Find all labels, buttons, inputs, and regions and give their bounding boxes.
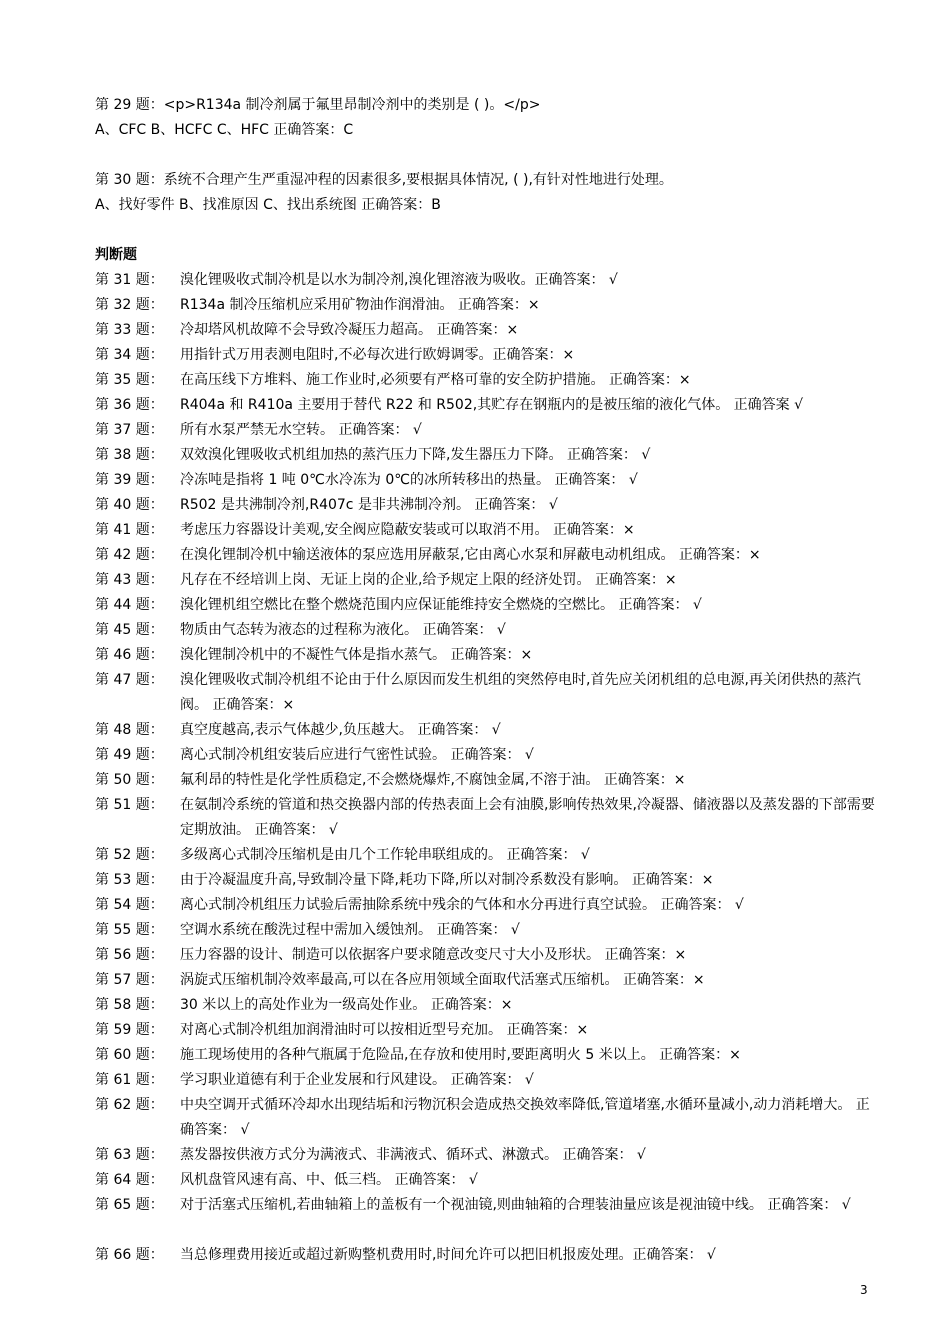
question-text: R134a 制冷压缩机应采用矿物油作润滑油。 正确答案：×	[180, 297, 540, 313]
question-label: 第 30 题：	[95, 172, 164, 188]
question-label: 第 31 题：	[95, 272, 164, 288]
question-label: 第 59 题：	[95, 1022, 164, 1038]
judgment-question	[95, 1018, 875, 1043]
question-text: 溴化锂制冷机中的不凝性气体是指水蒸气。 正确答案：×	[180, 647, 533, 663]
question-label: 第 55 题：	[95, 922, 164, 938]
judgment-question	[95, 343, 875, 368]
question-label: 第 57 题：	[95, 972, 164, 988]
question-text: 在高压线下方堆料、施工作业时,必须要有严格可靠的安全防护措施。 正确答案：×	[180, 372, 691, 388]
judgment-question	[95, 1143, 875, 1168]
question-label: 第 47 题：	[95, 672, 164, 688]
question-text: 蒸发器按供液方式分为满液式、非满液式、循环式、淋激式。 正确答案： √	[180, 1147, 646, 1163]
question-text: 风机盘管风速有高、中、低三档。 正确答案： √	[180, 1172, 478, 1188]
judgment-question	[95, 1243, 875, 1268]
question-29	[95, 96, 540, 114]
question-text: 离心式制冷机组压力试验后需抽除系统中残余的气体和水分再进行真空试验。 正确答案： √	[180, 897, 744, 913]
judgment-question	[95, 668, 875, 717]
question-text: 溴化锂吸收式制冷机组不论由于什么原因而发生机组的突然停电时,首先应关闭机组的总电源,再关闭供热的蒸汽阀。 正确答案：×	[180, 672, 861, 713]
question-text: 对离心式制冷机组加润滑油时可以按相近型号充加。 正确答案：×	[180, 1022, 589, 1038]
question-label: 第 35 题：	[95, 372, 164, 388]
question-label: 第 36 题：	[95, 397, 164, 413]
page-number: 3	[860, 1283, 868, 1297]
question-text: 系统不合理产生严重湿冲程的因素很多,要根据具体情况, ( ),有针对性地进行处理。	[163, 172, 673, 188]
judgment-question	[95, 943, 875, 968]
question-text: 物质由气态转为液态的过程称为液化。 正确答案： √	[180, 622, 506, 638]
question-text: 氟利昂的特性是化学性质稳定,不会燃烧爆炸,不腐蚀金属,不溶于油。 正确答案：×	[180, 772, 686, 788]
question-text: 30 米以上的高处作业为一级高处作业。 正确答案：×	[180, 997, 513, 1013]
judgment-question	[95, 443, 875, 468]
judgment-question	[95, 743, 875, 768]
question-text: 所有水泵严禁无水空转。 正确答案： √	[180, 422, 422, 438]
question-label: 第 37 题：	[95, 422, 164, 438]
judgment-question	[95, 568, 875, 593]
judgment-question	[95, 1068, 875, 1093]
judgment-question	[95, 1043, 875, 1068]
question-text: R404a 和 R410a 主要用于替代 R22 和 R502,其贮存在钢瓶内的是被压缩的液化气体。 正确答案 √	[180, 397, 804, 413]
judgment-question	[95, 618, 875, 643]
question-text: 多级离心式制冷压缩机是由几个工作轮串联组成的。 正确答案： √	[180, 847, 590, 863]
question-text: 溴化锂机组空燃比在整个燃烧范围内应保证能维持安全燃烧的空燃比。 正确答案： √	[180, 597, 702, 613]
question-text: 凡存在不经培训上岗、无证上岗的企业,给予规定上限的经济处罚。 正确答案：×	[180, 572, 677, 588]
judgment-question	[95, 868, 875, 893]
question-30	[95, 171, 673, 189]
question-label: 第 38 题：	[95, 447, 164, 463]
judgment-question	[95, 793, 875, 842]
judgment-question	[95, 718, 875, 743]
judgment-question	[95, 918, 875, 943]
question-label: 第 60 题：	[95, 1047, 164, 1063]
question-label: 第 41 题：	[95, 522, 164, 538]
question-label: 第 46 题：	[95, 647, 164, 663]
question-label: 第 64 题：	[95, 1172, 164, 1188]
judgment-question	[95, 768, 875, 793]
question-label: 第 32 题：	[95, 297, 164, 313]
question-label: 第 50 题：	[95, 772, 164, 788]
question-text: 用指针式万用表测电阻时,不必每次进行欧姆调零。正确答案：×	[180, 347, 575, 363]
question-text: 对于活塞式压缩机,若曲轴箱上的盖板有一个视油镜,则曲轴箱的合理装油量应该是视油镜中线。 正确答案： √	[180, 1197, 851, 1213]
question-text: 中央空调开式循环冷却水出现结垢和污物沉积会造成热交换效率降低,管道堵塞,水循环量减小,动力消耗增大。 正确答案： √	[180, 1097, 870, 1138]
question-label: 第 43 题：	[95, 572, 164, 588]
judgment-question	[95, 493, 875, 518]
question-label: 第 51 题：	[95, 797, 164, 813]
judgment-question	[95, 1168, 875, 1193]
judgment-question	[95, 543, 875, 568]
question-text: R502 是共沸制冷剂,R407c 是非共沸制冷剂。 正确答案： √	[180, 497, 558, 513]
question-label: 第 58 题：	[95, 997, 164, 1013]
judgment-question	[95, 593, 875, 618]
question-label: 第 40 题：	[95, 497, 164, 513]
question-label: 第 48 题：	[95, 722, 164, 738]
question-label: 第 39 题：	[95, 472, 164, 488]
question-text: 在溴化锂制冷机中输送液体的泵应选用屏蔽泵,它由离心水泵和屏蔽电动机组成。 正确答案：×	[180, 547, 761, 563]
question-text: 空调水系统在酸洗过程中需加入缓蚀剂。 正确答案： √	[180, 922, 520, 938]
question-text: 冷冻吨是指将 1 吨 0℃水冷冻为 0℃的冰所转移出的热量。 正确答案： √	[180, 472, 638, 488]
question-label: 第 65 题：	[95, 1197, 164, 1213]
question-label: 第 52 题：	[95, 847, 164, 863]
question-text: 学习职业道德有利于企业发展和行风建设。 正确答案： √	[180, 1072, 534, 1088]
question-text: <p>R134a 制冷剂属于氟里昂制冷剂中的类别是 ( )。</p>	[163, 97, 541, 113]
question-text: 当总修理费用接近或超过新购整机费用时,时间允许可以把旧机报废处理。正确答案： √	[180, 1247, 716, 1263]
judgment-question	[95, 293, 875, 318]
judgment-question	[95, 893, 875, 918]
question-label: 第 61 题：	[95, 1072, 164, 1088]
question-text: 溴化锂吸收式制冷机是以水为制冷剂,溴化锂溶液为吸收。正确答案： √	[180, 272, 618, 288]
judgment-question	[95, 393, 875, 418]
judgment-question	[95, 518, 875, 543]
question-label: 第 33 题：	[95, 322, 164, 338]
judgment-question	[95, 268, 875, 293]
question-label: 第 56 题：	[95, 947, 164, 963]
judgment-question	[95, 968, 875, 993]
judgment-question	[95, 368, 875, 393]
question-text: 考虑压力容器设计美观,安全阀应隐蔽安装或可以取消不用。 正确答案：×	[180, 522, 635, 538]
judgment-question	[95, 468, 875, 493]
question-label: 第 62 题：	[95, 1097, 164, 1113]
question-text: 由于冷凝温度升高,导致制冷量下降,耗功下降,所以对制冷系数没有影响。 正确答案：×	[180, 872, 714, 888]
question-text: 在氨制冷系统的管道和热交换器内部的传热表面上会有油膜,影响传热效果,冷凝器、储液器以及蒸发器的下部需要定期放油。 正确答案： √	[180, 797, 875, 838]
judgment-question	[95, 418, 875, 443]
question-label: 第 34 题：	[95, 347, 164, 363]
question-label: 第 42 题：	[95, 547, 164, 563]
question-label: 第 53 题：	[95, 872, 164, 888]
question-text: 涡旋式压缩机制冷效率最高,可以在各应用领域全面取代活塞式压缩机。 正确答案：×	[180, 972, 705, 988]
question-text: 压力容器的设计、制造可以依据客户要求随意改变尺寸大小及形状。 正确答案：×	[180, 947, 687, 963]
judgment-question	[95, 1093, 875, 1142]
question-label: 第 44 题：	[95, 597, 164, 613]
question-30-options: A、找好零件 B、找准原因 C、找出系统图 正确答案：B	[95, 197, 441, 213]
section-title: 判断题	[95, 247, 137, 263]
question-label: 第 45 题：	[95, 622, 164, 638]
question-label: 第 49 题：	[95, 747, 164, 763]
judgment-question	[95, 1193, 875, 1218]
question-label: 第 29 题：	[95, 97, 164, 113]
question-label: 第 63 题：	[95, 1147, 164, 1163]
judgment-question	[95, 843, 875, 868]
question-29-options: A、CFC B、HCFC C、HFC 正确答案：C	[95, 122, 354, 138]
judgment-question	[95, 318, 875, 343]
question-label: 第 54 题：	[95, 897, 164, 913]
question-label: 第 66 题：	[95, 1247, 164, 1263]
question-text: 离心式制冷机组安装后应进行气密性试验。 正确答案： √	[180, 747, 534, 763]
judgment-question	[95, 993, 875, 1018]
question-text: 施工现场使用的各种气瓶属于危险品,在存放和使用时,要距离明火 5 米以上。 正确答案：×	[180, 1047, 741, 1063]
question-text: 真空度越高,表示气体越少,负压越大。 正确答案： √	[180, 722, 501, 738]
question-text: 冷却塔风机故障不会导致冷凝压力超高。 正确答案：×	[180, 322, 519, 338]
question-text: 双效溴化锂吸收式机组加热的蒸汽压力下降,发生器压力下降。 正确答案： √	[180, 447, 651, 463]
judgment-question	[95, 643, 875, 668]
